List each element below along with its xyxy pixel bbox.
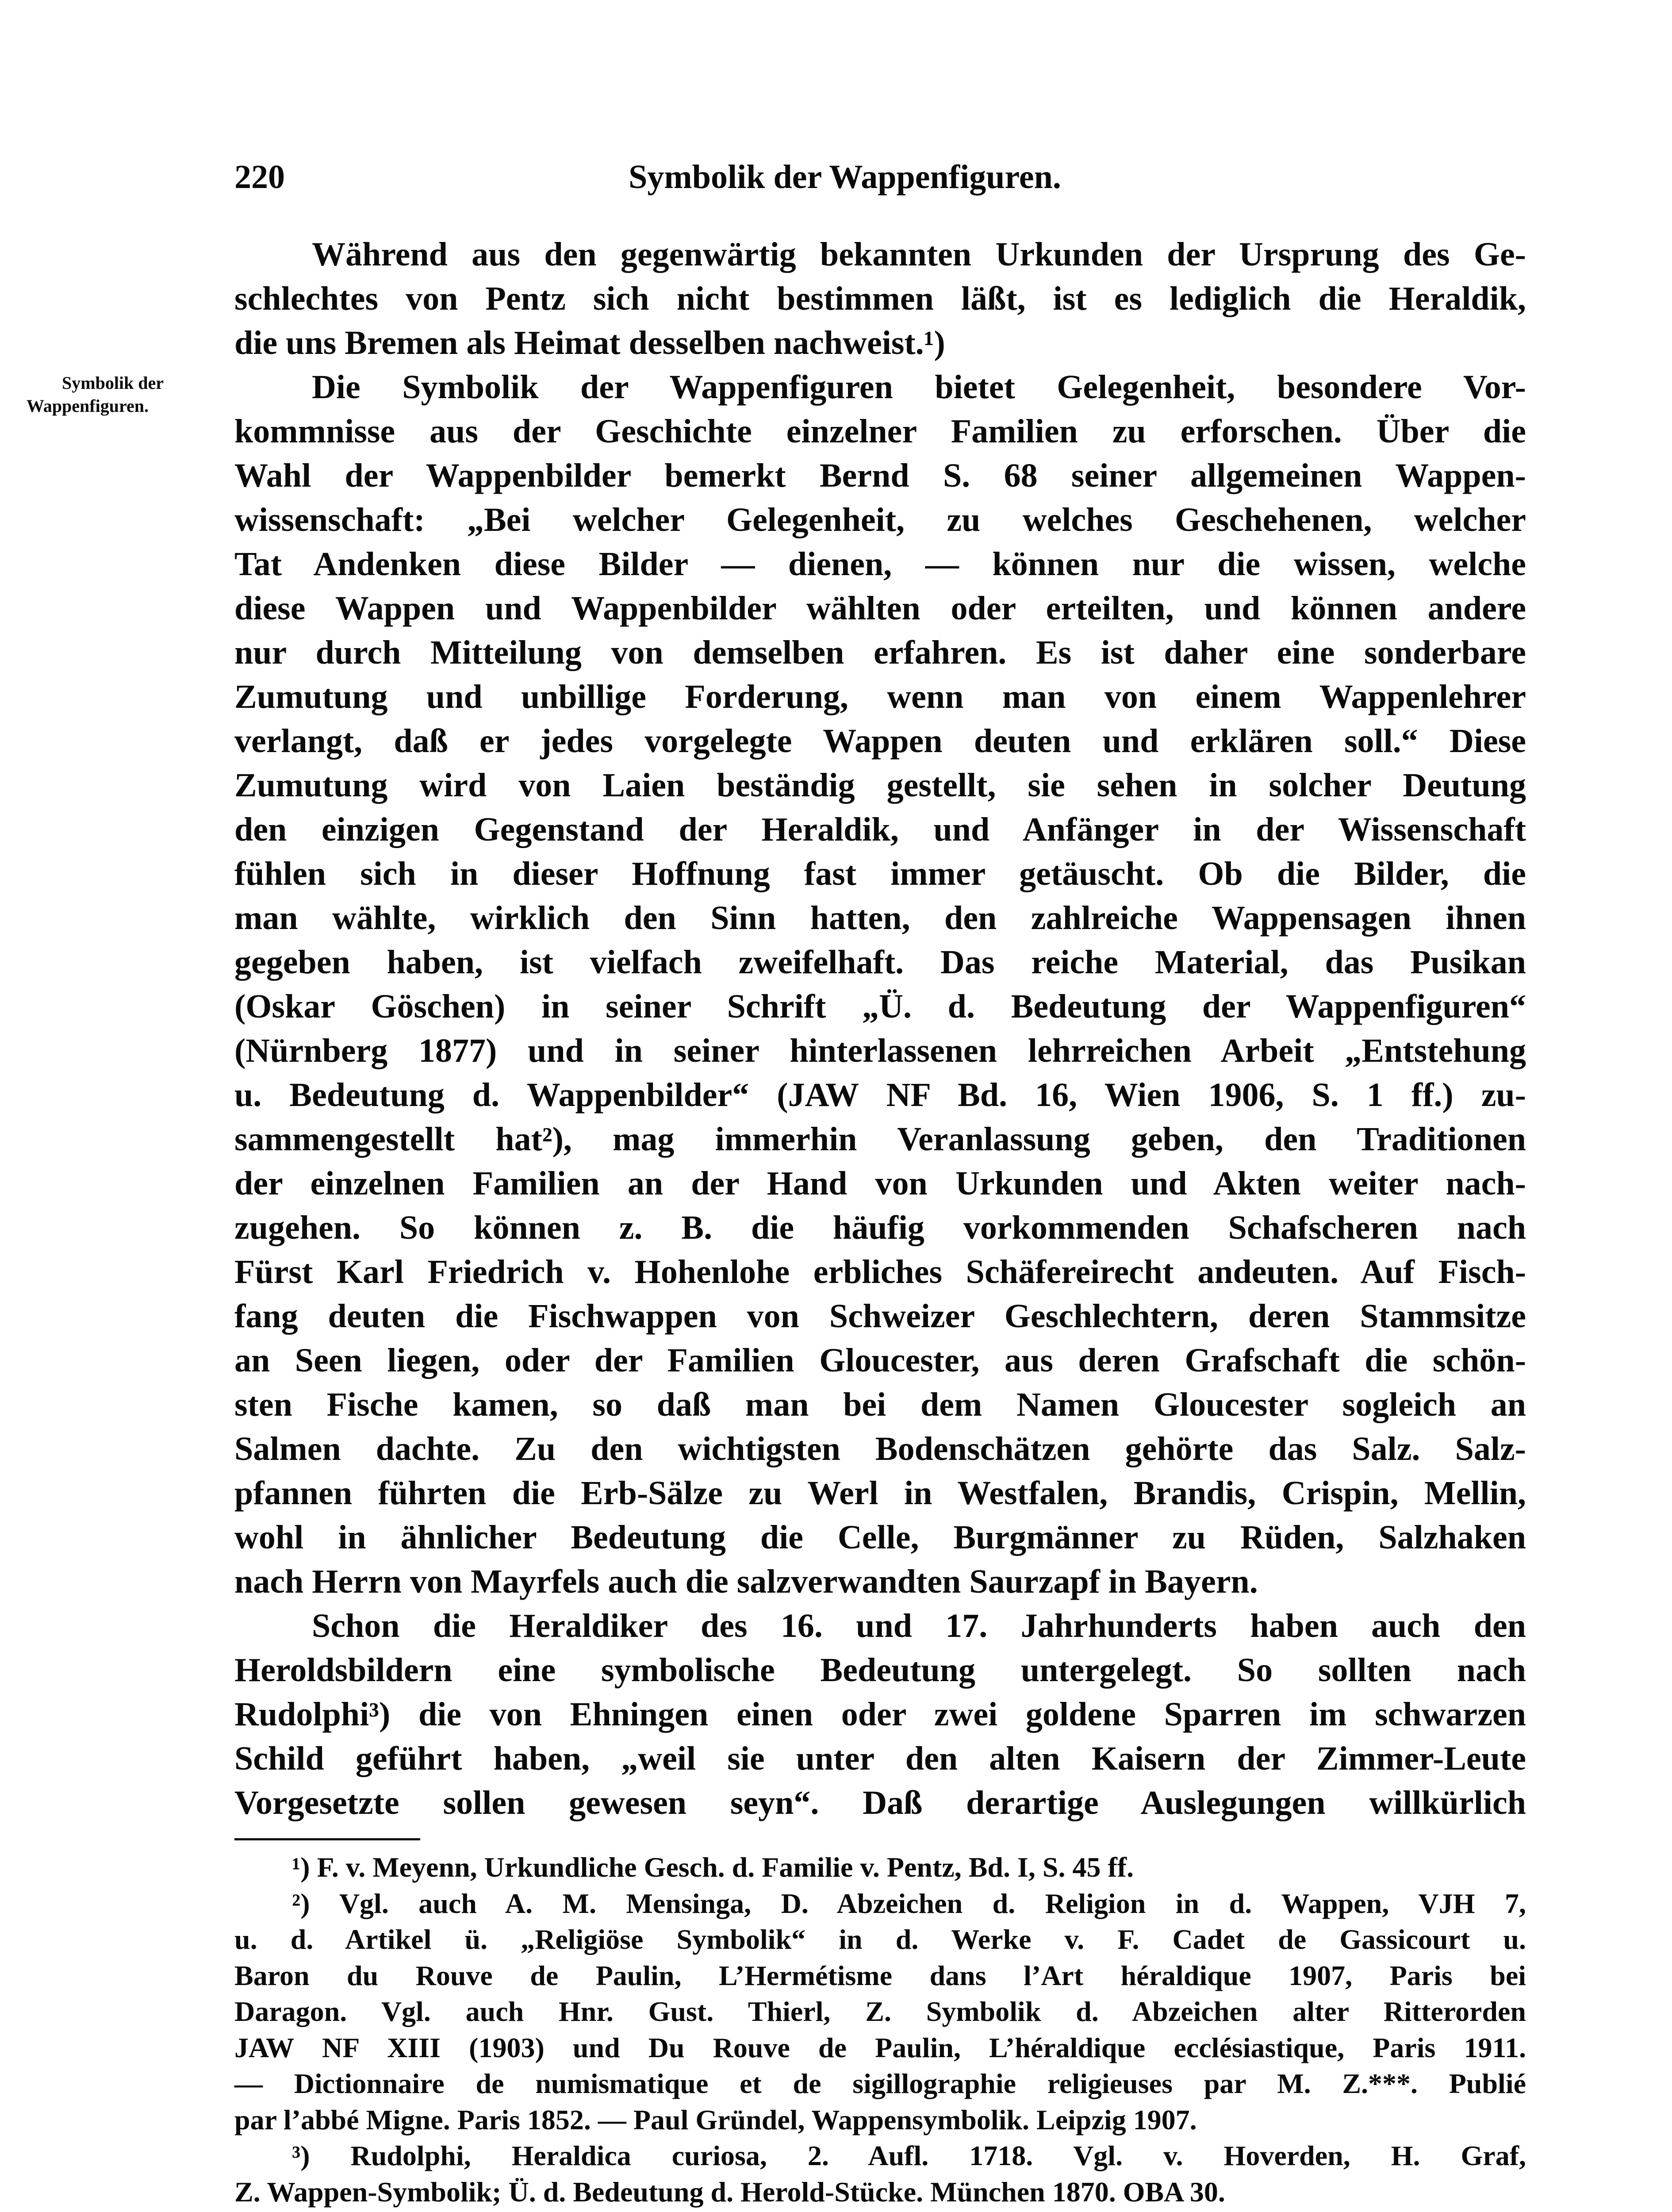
body-line: u. Bedeutung d. Wappenbilder“ (JAW NF Bd. 16, Wien 1906, S. 1 ff.) zu- — [234, 1076, 1526, 1114]
body-line: Schild geführt haben, „weil sie unter den alten Kaisern der Zimmer-Leute — [234, 1740, 1526, 1777]
body-line: Zumutung und unbillige Forderung, wenn man von einem Wappenlehrer — [234, 678, 1526, 715]
body-line: Wahl der Wappenbilder bemerkt Bernd S. 68 seiner allgemeinen Wappen- — [234, 457, 1526, 494]
body-line: (Nürnberg 1877) und in seiner hinterlassenen lehrreichen Arbeit „Entstehung — [234, 1032, 1526, 1069]
body-line: verlangt, daß er jedes vorgelegte Wappen deuten und erklären soll.“ Diese — [234, 722, 1526, 760]
body-line: den einzigen Gegenstand der Heraldik, und Anfänger in der Wissenschaft — [234, 811, 1526, 848]
footnote-divider — [234, 1838, 420, 1840]
body-line: (Oskar Göschen) in seiner Schrift „Ü. d. Bedeutung der Wappenfiguren“ — [234, 988, 1526, 1025]
running-title-text: Symbolik der Wappenfiguren. — [629, 158, 1061, 196]
body-line: an Seen liegen, oder der Familien Gloucester, aus deren Grafschaft die schön- — [234, 1342, 1526, 1379]
body-line: schlechtes von Pentz sich nicht bestimmen läßt, ist es lediglich die Heraldik, — [234, 280, 1526, 317]
body-line: Rudolphi³) die von Ehningen einen oder zwei goldene Sparren im schwarzen — [234, 1696, 1526, 1733]
body-line: die uns Bremen als Heimat desselben nachweist.¹) — [234, 324, 945, 361]
body-line: Vorgesetzte sollen gewesen seyn“. Daß derartige Auslegungen willkürlich — [234, 1784, 1526, 1821]
body-line: kommnisse aus der Geschichte einzelner Familien zu erforschen. Über die — [234, 413, 1526, 450]
margin-note — [27, 372, 234, 418]
body-line: gegeben haben, ist vielfach zweifelhaft. Das reiche Material, das Pusikan — [234, 944, 1526, 981]
footnote-line: Daragon. Vgl. auch Hnr. Gust. Thierl, Z. Symbolik d. Abzeichen alter Ritterorden — [234, 1996, 1526, 2027]
body-line: nach Herrn von Mayrfels auch die salzverwandten Saurzapf in Bayern. — [234, 1563, 1258, 1600]
margin-note-line: Wappenfiguren. — [27, 396, 149, 416]
body-line: Fürst Karl Friedrich v. Hohenlohe erbliches Schäfereirecht andeuten. Auf Fisch- — [234, 1253, 1526, 1290]
body-line: sten Fische kamen, so daß man bei dem Namen Gloucester sogleich an — [234, 1386, 1526, 1423]
margin-note-line: Symbolik der — [62, 373, 164, 393]
body-line: Während aus den gegenwärtig bekannten Urkunden der Ursprung des Ge- — [312, 236, 1526, 273]
body-line: wissenschaft: „Bei welcher Gelegenheit, zu welches Geschehenen, welcher — [234, 501, 1526, 538]
footnote-line: ³) Rudolphi, Heraldica curiosa, 2. Aufl. 1718. Vgl. v. Hoverden, H. Graf, — [292, 2140, 1526, 2171]
body-line: zugehen. So können z. B. die häufig vorkommenden Schafscheren nach — [234, 1209, 1526, 1246]
body-line: der einzelnen Familien an der Hand von Urkunden und Akten weiter nach- — [234, 1165, 1526, 1202]
body-line: Tat Andenken diese Bilder — dienen, — können nur die wissen, welche — [234, 545, 1526, 583]
body-line: fühlen sich in dieser Hoffnung fast immer getäuscht. Ob die Bilder, die — [234, 855, 1526, 892]
footnote-line: JAW NF XIII (1903) und Du Rouve de Paulin, L’héraldique ecclésiastique, Paris 1911. — [234, 2032, 1526, 2063]
body-line: Schon die Heraldiker des 16. und 17. Jahrhunderts haben auch den — [312, 1607, 1526, 1644]
footnote-line: par l’abbé Migne. Paris 1852. — Paul Gründel, Wappensymbolik. Leipzig 1907. — [234, 2104, 1197, 2135]
footnote-line: — Dictionnaire de numismatique et de sigillographie religieuses par M. Z.***. Publié — [234, 2068, 1526, 2099]
footnote-line: ¹) F. v. Meyenn, Urkundliche Gesch. d. Familie v. Pentz, Bd. I, S. 45 ff. — [292, 1851, 1134, 1883]
footnote-line: ²) Vgl. auch A. M. Mensinga, D. Abzeichen d. Religion in d. Wappen, VJH 7, — [292, 1887, 1526, 1919]
footnote-line: Z. Wappen-Symbolik; Ü. d. Bedeutung d. Herold-Stücke. München 1870. OBA 30. — [234, 2176, 1225, 2208]
body-line: nur durch Mitteilung von demselben erfahren. Es ist daher eine sonderbare — [234, 634, 1526, 671]
running-title — [0, 155, 1672, 199]
body-line: pfannen führten die Erb-Sälze zu Werl in Westfalen, Brandis, Crispin, Mellin, — [234, 1475, 1526, 1512]
footnote-line: u. d. Artikel ü. „Religiöse Symbolik“ in d. Werke v. F. Cadet de Gassicourt u. — [234, 1924, 1526, 1955]
body-line: Salmen dachte. Zu den wichtigsten Bodenschätzen gehörte das Salz. Salz- — [234, 1430, 1526, 1467]
body-line: Heroldsbildern eine symbolische Bedeutung untergelegt. So sollten nach — [234, 1651, 1526, 1689]
page-number: 220 — [234, 158, 285, 196]
footnote-line: Baron du Rouve de Paulin, L’Hermétisme dans l’Art héraldique 1907, Paris bei — [234, 1959, 1526, 1991]
body-line: fang deuten die Fischwappen von Schweizer Geschlechtern, deren Stammsitze — [234, 1298, 1526, 1335]
body-line: Die Symbolik der Wappenfiguren bietet Gelegenheit, besondere Vor- — [312, 369, 1526, 406]
body-line: sammengestellt hat²), mag immerhin Veranlassung geben, den Traditionen — [234, 1121, 1526, 1158]
body-text — [234, 232, 1526, 1825]
body-line: diese Wappen und Wappenbilder wählten oder erteilten, und können andere — [234, 590, 1526, 627]
body-line: man wählte, wirklich den Sinn hatten, den zahlreiche Wappensagen ihnen — [234, 899, 1526, 937]
footnotes — [234, 1849, 1526, 2210]
body-line: Zumutung wird von Laien beständig gestellt, sie sehen in solcher Deutung — [234, 767, 1526, 804]
body-line: wohl in ähnlicher Bedeutung die Celle, Burgmänner zu Rüden, Salzhaken — [234, 1519, 1526, 1556]
